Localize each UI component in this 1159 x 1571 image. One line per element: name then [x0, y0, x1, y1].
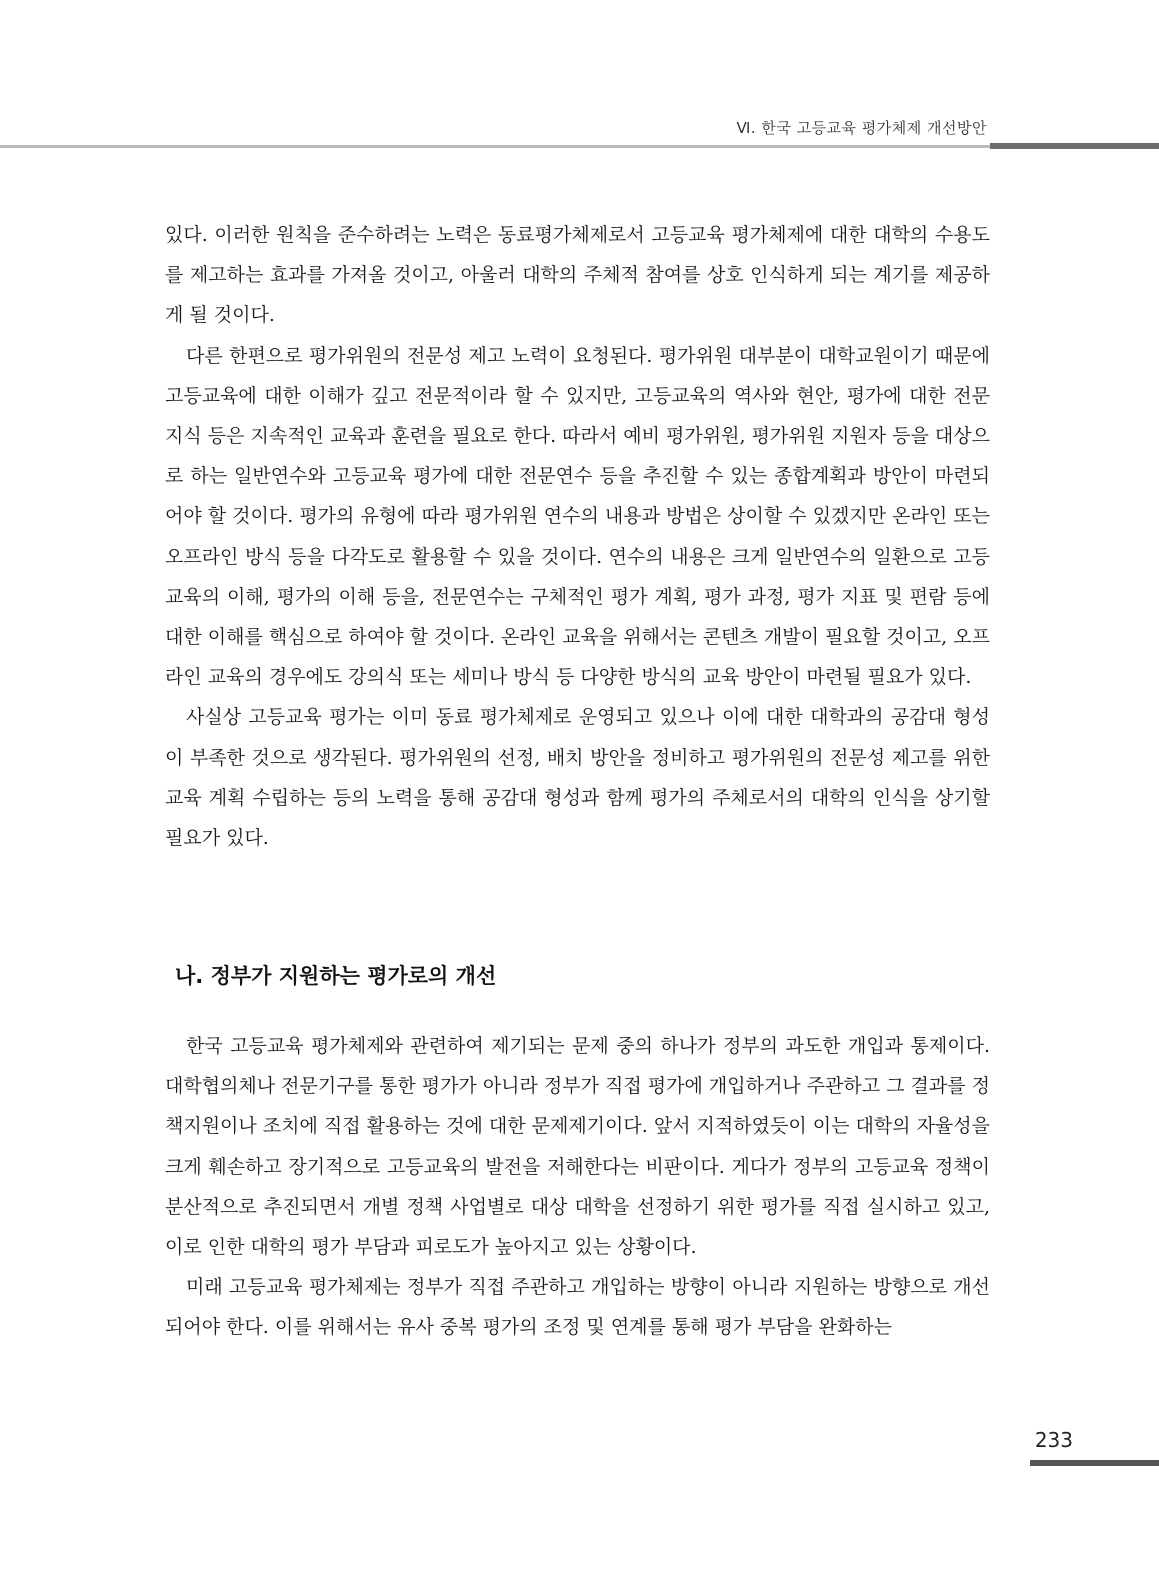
header-rule-accent [990, 143, 1159, 149]
footer-rule [1030, 1460, 1159, 1466]
page-number: 233 [1034, 1428, 1073, 1452]
paragraph: 있다. 이러한 원칙을 준수하려는 노력은 동료평가체제로서 고등교육 평가체제에 대한 대학의 수용도를 제고하는 효과를 가져올 것이고, 아울러 대학의 주체적 참여를 상호 인식하게 되는 계기를 제공하게 될 것이다. [165, 224, 990, 327]
section-heading: 나. 정부가 지원하는 평가로의 개선 [175, 964, 497, 988]
paragraph: 한국 고등교육 평가체제와 관련하여 제기되는 문제 중의 하나가 정부의 과도한 개입과 통제이다. 대학협의체나 전문기구를 통한 평가가 아니라 정부가 직접 평가에 개입하거나 주관하고 그 결과를 정책지원이나 조치에 직접 활용하는 것에 대한 문제제기이다. 앞서 지적하였듯이 이는 대학의 자율성을 크게 훼손하고 장기적으로 고등교육의 발전을 저해한다는 비판이다. 게다가 정부의 고등교육 정책이 분산적으로 추진되면서 개별 정책 사업별로 대상 대학을 선정하기 위한 평가를 직접 실시하고 있고, 이로 인한 대학의 평가 부담과 피로도가 높아지고 있는 상황이다. [165, 1035, 990, 1259]
paragraph: 사실상 고등교육 평가는 이미 동료 평가체제로 운영되고 있으나 이에 대한 대학과의 공감대 형성이 부족한 것으로 생각된다. 평가위원의 선정, 배치 방안을 정비하고 평가위원의 전문성 제고를 위한 교육 계획 수립하는 등의 노력을 통해 공감대 형성과 함께 평가의 주체로서의 대학의 인식을 상기할 필요가 있다. [165, 706, 990, 850]
running-header: Ⅵ. 한국 고등교육 평가체제 개선방안 [736, 119, 987, 137]
header-rule [0, 145, 990, 148]
body-text-top [165, 215, 990, 858]
paragraph: 미래 고등교육 평가체제는 정부가 직접 주관하고 개입하는 방향이 아니라 지원하는 방향으로 개선되어야 한다. 이를 위해서는 유사 중복 평가의 조정 및 연계를 통해 평가 부담을 완화하는 [165, 1276, 990, 1339]
body-text-bottom [165, 1026, 990, 1348]
paragraph: 다른 한편으로 평가위원의 전문성 제고 노력이 요청된다. 평가위원 대부분이 대학교원이기 때문에 고등교육에 대한 이해가 깊고 전문적이라 할 수 있지만, 고등교육의 역사와 현안, 평가에 대한 전문 지식 등은 지속적인 교육과 훈련을 필요로 한다. 따라서 예비 평가위원, 평가위원 지원자 등을 대상으로 하는 일반연수와 고등교육 평가에 대한 전문연수 등을 추진할 수 있는 종합계획과 방안이 마련되어야 할 것이다. 평가의 유형에 따라 평가위원 연수의 내용과 방법은 상이할 수 있겠지만 온라인 또는 오프라인 방식 등을 다각도로 활용할 수 있을 것이다. 연수의 내용은 크게 일반연수의 일환으로 고등교육의 이해, 평가의 이해 등을, 전문연수는 구체적인 평가 계획, 평가 과정, 평가 지표 및 편람 등에 대한 이해를 핵심으로 하여야 할 것이다. 온라인 교육을 위해서는 콘텐츠 개발이 필요할 것이고, 오프라인 교육의 경우에도 강의식 또는 세미나 방식 등 다양한 방식의 교육 방안이 마련될 필요가 있다. [165, 344, 990, 689]
